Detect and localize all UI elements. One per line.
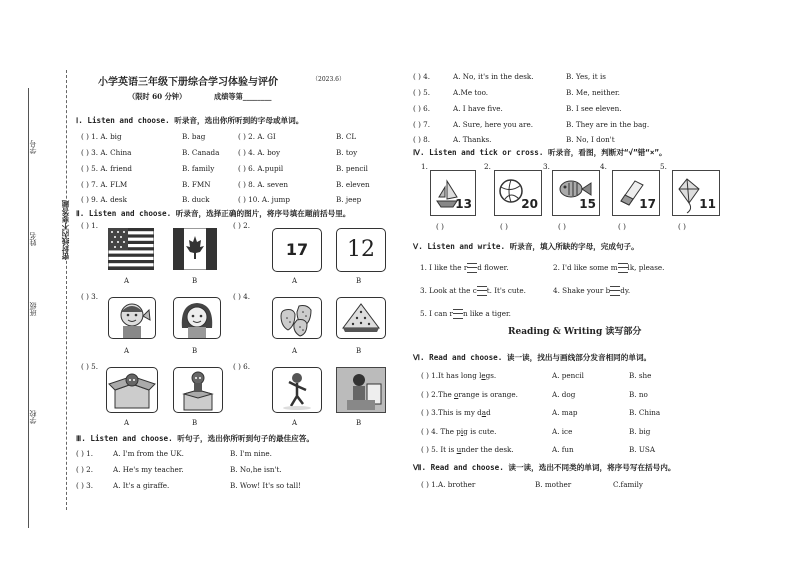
s2-q1-b-label: B (192, 277, 198, 285)
s3-q2-a: A. He's my teacher. (113, 465, 184, 474)
s4-item-3-value: 15 (579, 197, 596, 211)
number-17-text: 17 (285, 240, 309, 259)
s4-item-3-num: 3. (543, 162, 550, 171)
s5-q5-blank[interactable] (453, 309, 463, 319)
s2-q4-a-label: A (292, 347, 298, 355)
canada-flag-image (173, 228, 217, 270)
s6-q5-a: A. fun (552, 445, 574, 454)
s6-q1-b: B. she (629, 371, 652, 380)
s3-q6-b: B. I see eleven. (566, 104, 622, 113)
s3-q4-a: A. No, it's in the desk. (453, 72, 534, 81)
section-4-heading: Ⅳ. Listen and tick or cross. 听录音，看图，判断对“√”错“×”。 (413, 148, 667, 157)
s5-q2-blank[interactable] (618, 263, 628, 273)
s2-q4-b-label: B (356, 347, 362, 355)
s1-q10: ( ) 10. A. jump (238, 195, 290, 204)
s1-q4: ( ) 4. A. boy (238, 148, 281, 157)
us-flag-image (108, 228, 154, 270)
s1-q7-b: B. FMN (182, 180, 211, 189)
s4-answer-3[interactable]: ( ) (558, 222, 566, 231)
s5-q3-blank[interactable] (477, 286, 487, 296)
s4-fish-card (552, 170, 600, 216)
s4-kite-card (672, 170, 720, 216)
s3-q3: ( ) 3. (76, 481, 94, 490)
s2-q2-a-label: A (292, 277, 298, 285)
s3-q4: ( ) 4. (413, 72, 431, 81)
side-label-class: 班级 (29, 302, 37, 316)
section-7-heading: Ⅶ. Read and choose. 读一读，选出不同类的单词，将序号写在括号内。 (413, 463, 676, 472)
s4-answer-2[interactable]: ( ) (500, 222, 508, 231)
section-5-heading: Ⅴ. Listen and write. 听录音，填入所缺的字母，完成句子。 (413, 242, 639, 251)
s4-boat-card (430, 170, 476, 216)
s6-q3-a: A. map (552, 408, 578, 417)
s2-q5: ( ) 5. (81, 362, 99, 371)
reading-writing-title: Reading & Writing 读写部分 (508, 327, 642, 337)
s6-q5-b: B. USA (629, 445, 656, 454)
s7-q1-b: B. mother (535, 480, 572, 489)
s5-q1: 1. I like the r d flower. (420, 263, 509, 272)
s5-q4-blank[interactable] (610, 286, 620, 296)
s3-q6-a: A. I have five. (453, 104, 503, 113)
seal-notice: 密封线内不要答题 (61, 200, 70, 260)
s1-q6-b: B. pencil (336, 164, 368, 173)
s6-q3: ( ) 3.This is my dad (421, 408, 491, 417)
s1-q9: ( ) 9. A. desk (81, 195, 127, 204)
s4-item-4-value: 17 (639, 197, 656, 211)
s2-q2: ( ) 2. (233, 221, 251, 230)
s3-q5: ( ) 5. (413, 88, 431, 97)
s6-q4-a: A. ice (552, 427, 573, 436)
s1-q2: ( ) 2. A. GI (238, 132, 276, 141)
s1-q8-b: B. eleven (336, 180, 370, 189)
s1-q2-b: B. CL (336, 132, 357, 141)
page-title: 小学英语三年级下册综合学习体验与评价 (98, 77, 278, 88)
s3-q8-b: B. No, I don't (566, 135, 615, 144)
s4-item-2-value: 20 (521, 197, 538, 211)
s2-q3: ( ) 3. (81, 292, 99, 301)
s6-q2-b: B. no (629, 390, 648, 399)
s3-q3-b: B. Wow! It's so tall! (230, 481, 302, 490)
s4-answer-4[interactable]: ( ) (618, 222, 626, 231)
s6-q5: ( ) 5. It is under the desk. (421, 445, 514, 454)
s3-q1: ( ) 1. (76, 449, 94, 458)
s1-q4-b: B. toy (336, 148, 358, 157)
s3-q2-b: B. No,he isn't. (230, 465, 282, 474)
s3-q5-a: A.Me too. (453, 88, 489, 97)
section-2-heading: Ⅱ. Listen and choose. 听录音，选择正确的图片，将序号填在题前括号里。 (76, 209, 351, 218)
s3-q4-b: B. Yes, it is (566, 72, 606, 81)
s4-eraser-card (612, 170, 660, 216)
girl-listening-image (108, 297, 156, 339)
s5-q5: 5. I can r n like a tiger. (420, 309, 511, 318)
s1-q9-b: B. duck (182, 195, 210, 204)
s2-q4: ( ) 4. (233, 292, 251, 301)
side-label-name: 姓名 (29, 232, 37, 246)
s5-q1-blank[interactable] (467, 263, 477, 273)
s2-q3-a-label: A (124, 347, 130, 355)
s1-q6: ( ) 6. A.pupil (238, 164, 284, 173)
s6-q4-b: B. big (629, 427, 651, 436)
s1-q5-b: B. family (182, 164, 215, 173)
side-label-school: 学校 (29, 410, 37, 424)
s4-answer-1[interactable]: ( ) (436, 222, 444, 231)
s4-answer-5[interactable]: ( ) (678, 222, 686, 231)
s1-q3: ( ) 3. A. China (81, 148, 132, 157)
s3-q7-b: B. They are in the bag. (566, 120, 650, 129)
s3-q2: ( ) 2. (76, 465, 94, 474)
seal-line (66, 70, 67, 510)
s1-q5: ( ) 5. A. friend (81, 164, 132, 173)
watermelon-image (336, 297, 386, 339)
s2-q2-b-label: B (356, 277, 362, 285)
s5-q2: 2. I'd like some m lk, please. (553, 263, 665, 272)
monkey-in-box-image (106, 367, 158, 413)
s4-ball-card (494, 170, 542, 216)
s5-q4: 4. Shake your b dy. (553, 286, 631, 295)
s2-q5-b-label: B (192, 419, 198, 427)
s6-q3-b: B. China (629, 408, 661, 417)
s4-item-2-num: 2. (484, 162, 491, 171)
s3-q1-a: A. I'm from the UK. (113, 449, 184, 458)
s7-q1: ( ) 1.A. brother (421, 480, 476, 489)
boy-dancing-image (272, 367, 322, 413)
s3-q7-a: A. Sure, here you are. (453, 120, 533, 129)
s6-q4: ( ) 4. The pig is cute. (421, 427, 497, 436)
s6-q1: ( ) 1.It has long legs. (421, 371, 497, 380)
s3-q8: ( ) 8. (413, 135, 431, 144)
side-label-xuehao: 学号 (29, 140, 37, 154)
s2-q5-a-label: A (124, 419, 130, 427)
s4-item-5-num: 5. (660, 162, 667, 171)
s3-q5-b: B. Me, neither. (566, 88, 620, 97)
s3-q1-b: B. I'm nine. (230, 449, 272, 458)
s6-q2-a: A. dog (552, 390, 576, 399)
number-17-card (272, 228, 322, 272)
s3-q3-a: A. It's a giraffe. (113, 481, 170, 490)
girl-drawing-image (336, 367, 386, 413)
s3-q8-a: A. Thanks. (453, 135, 492, 144)
s2-q6-a-label: A (292, 419, 298, 427)
s3-q6: ( ) 6. (413, 104, 431, 113)
s2-q6-b-label: B (356, 419, 362, 427)
s2-q6: ( ) 6. (233, 362, 251, 371)
s6-q2: ( ) 2.The orange is orange. (421, 390, 518, 399)
s1-q1: ( ) 1. A. big (81, 132, 122, 141)
number-12-card (336, 228, 386, 272)
s4-item-4-num: 4. (600, 162, 607, 171)
strawberry-image (272, 297, 322, 339)
s2-q1-a-label: A (124, 277, 130, 285)
s4-item-5-value: 11 (699, 197, 716, 211)
time-limit: （限时 60 分钟） (128, 92, 187, 101)
s1-q1-b: B. bag (182, 132, 206, 141)
girl-smiling-image (173, 297, 221, 339)
s1-q8: ( ) 8. A. seven (238, 180, 288, 189)
s2-q1: ( ) 1. (81, 221, 99, 230)
s4-item-1-num: 1. (421, 162, 428, 171)
section-6-heading: Ⅵ. Read and choose. 读一读，找出与画线部分发音相同的单词。 (413, 353, 652, 362)
s4-item-1-value: 13 (455, 197, 472, 211)
score-field[interactable]: 成绩等第________ (214, 92, 272, 101)
section-1-heading: Ⅰ. Listen and choose. 听录音，选出你所听到的字母或单词。 (76, 116, 304, 125)
s7-q1-c: C.family (613, 480, 643, 489)
s5-q3: 3. Look at the c t. It's cute. (420, 286, 526, 295)
s1-q10-b: B. jeep (336, 195, 362, 204)
exam-year: （2023.6） (312, 76, 345, 83)
s2-q3-b-label: B (192, 347, 198, 355)
s6-q1-a: A. pencil (552, 371, 584, 380)
monkey-on-box-image (173, 367, 223, 413)
number-12-text: 12 (347, 237, 375, 262)
s1-q3-b: B. Canada (182, 148, 220, 157)
s1-q7: ( ) 7. A. FLM (81, 180, 128, 189)
s3-q7: ( ) 7. (413, 120, 431, 129)
section-3-heading: Ⅲ. Listen and choose. 听句子，选出你所听到句子的最佳应答。 (76, 434, 314, 443)
